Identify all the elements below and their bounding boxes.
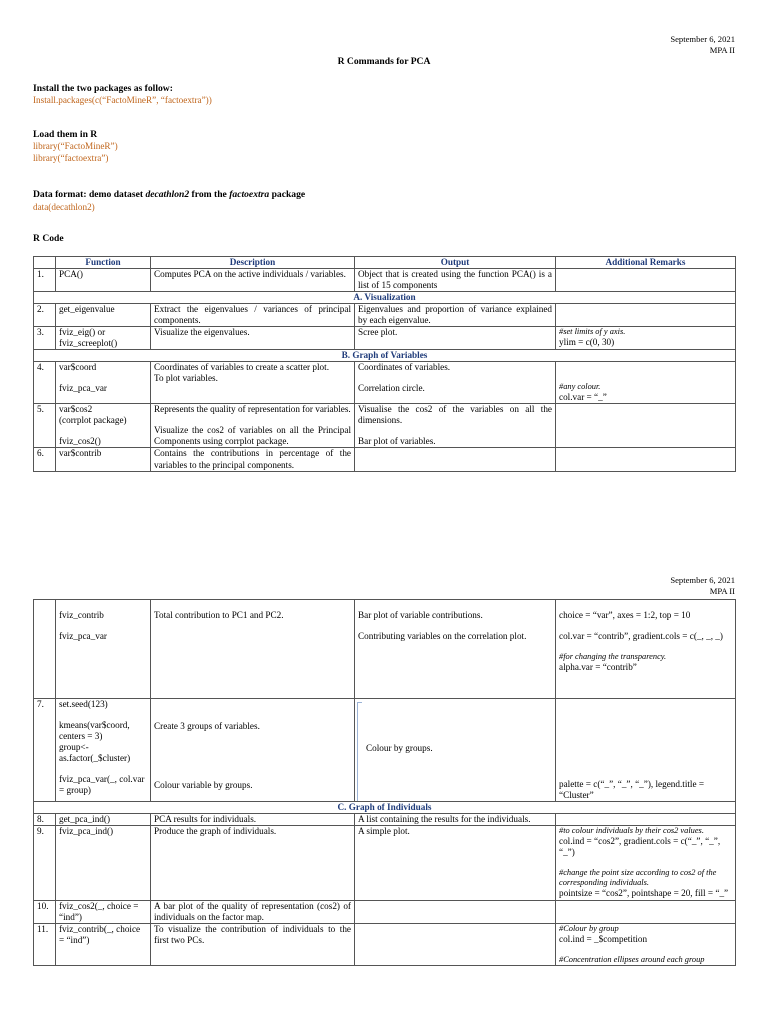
row-remarks [556,404,736,448]
remark-comment: #for changing the transparency. [559,652,667,662]
row-description [151,362,355,404]
header-course: MPA II [709,44,735,55]
row-num: 3. [34,327,56,350]
row-description: PCA results for individuals. [151,814,355,826]
output-line: Visualise the cos2 of the variables on all the dimensions. [358,404,552,426]
output-line: Contributing variables on the correlation plot. [358,631,527,642]
row-description: Extract the eigenvalues / variances of principal components. [151,304,355,327]
row-description [151,699,355,802]
row-output: A simple plot. [355,826,556,900]
data-heading-dataset: decathlon2 [145,189,190,200]
page-title: R Commands for PCA [337,56,431,67]
row-function: var$contrib [56,448,151,471]
row-output: Eigenvalues and proportion of variance explained by each eigenvalue. [355,304,556,327]
row-output: A list containing the results for the individuals. [355,814,556,826]
row-description: To visualize the contribution of individuals to the first two PCs. [151,923,355,965]
remark-code: col.ind = “cos2”, gradient.cols = c(“_”, “_”, “_”) [559,836,721,858]
row-output [355,923,556,965]
group-brace [357,702,362,802]
row-function: get_pca_ind() [56,814,151,826]
row-function [56,699,151,802]
output-line: Colour by groups. [366,743,433,754]
row-num: 8. [34,814,56,826]
description-line: To plot variables. [154,373,218,384]
row-num: 6. [34,448,56,471]
rcode-heading: R Code [33,233,64,244]
row-remarks [556,900,736,923]
section-b-heading: B. Graph of Variables [34,350,736,362]
row-description [151,404,355,448]
header-function: Function [56,257,151,269]
table-row [34,923,736,965]
row-function: PCA() [56,269,151,292]
remark-comment: #Concentration ellipses around each group [559,954,705,964]
install-heading: Install the two packages as follow: [33,83,173,94]
data-heading-text: Data format: demo dataset [33,189,146,200]
data-heading [33,189,305,201]
remark-code: col.ind = _$competition [559,933,648,944]
load-code-line: library(“factoextra”) [33,152,109,163]
description-line: Create 3 groups of variables. [154,721,260,732]
function-line: group<- as.factor(_$cluster) [59,742,131,764]
function-line: var$cos2 [59,404,93,415]
row-num: 7. [34,699,56,802]
row-num: 9. [34,826,56,900]
remark-code: col.var = “contrib”, gradient.cols = c(_, _, _) [559,631,723,642]
function-line: fviz_contrib [59,610,104,620]
function-line: fviz_screeplot() [59,338,118,349]
load-code-line: library(“FactoMineR”) [33,141,118,151]
row-num: 5. [34,404,56,448]
row-function [56,404,151,448]
remark-code: pointsize = “cos2”, pointshape = 20, fill = “_” [559,888,729,899]
function-line: (corrplot package) [59,415,127,426]
row-remarks [556,269,736,292]
page2-header [670,575,735,596]
row-output [355,404,556,448]
row-function: fviz_pca_ind() [56,826,151,900]
description-line: Visualize the cos2 of variables on all the Principal Components using corrplot package. [154,425,351,447]
table-row [34,814,736,826]
row-remarks [556,600,736,699]
table-row [34,900,736,923]
header-remarks: Additional Remarks [556,257,736,269]
row-description: Produce the graph of individuals. [151,826,355,900]
function-line: fviz_pca_var(_, col.var = group) [59,774,145,796]
function-line: var$coord [59,362,97,373]
data-heading-text: package [269,189,306,200]
remark-comment: #Colour by group [559,923,619,933]
row-num: 11. [34,923,56,965]
row-function [56,362,151,404]
remark-code: alpha.var = “contrib” [559,662,637,673]
output-line: Bar plot of variable contributions. [358,610,483,620]
table-row [34,600,736,699]
description-line: Total contribution to PC1 and PC2. [154,610,284,620]
row-function [56,327,151,350]
table-row [34,304,736,327]
remark-comment: #set limits of y axis. [559,327,626,337]
header-course: MPA II [709,585,735,596]
page1-header [670,34,735,55]
output-line: Bar plot of variables. [358,436,436,447]
header-description: Description [151,257,355,269]
section-c-heading: C. Graph of Individuals [34,802,736,814]
row-remarks [556,448,736,471]
description-line: Coordinates of variables to create a scatter plot. [154,362,330,373]
output-line: Correlation circle. [358,383,425,394]
row-num [34,600,56,699]
row-remarks [556,699,736,802]
function-line: fviz_eig() or [59,327,106,338]
function-line: fviz_pca_var [59,383,107,394]
remark-code: col.var = “_” [559,392,607,403]
row-output [355,699,556,802]
row-function: fviz_contrib(_, choice = “ind”) [56,923,151,965]
row-remarks [556,923,736,965]
row-remarks [556,327,736,350]
data-heading-package: factoextra [229,189,270,200]
row-function: fviz_cos2(_, choice = “ind”) [56,900,151,923]
row-output: Scree plot. [355,327,556,350]
load-code [33,141,118,165]
row-function [56,600,151,699]
table-row [34,826,736,900]
remark-code: palette = c(“_”, “_”, “_”), legend.title = “Cluster” [559,779,705,801]
row-description: Computes PCA on the active individuals / variables. [151,269,355,292]
row-remarks [556,362,736,404]
section-a-heading: A. Visualization [34,292,736,304]
row-description: A bar plot of the quality of representation (cos2) of individuals on the factor map. [151,900,355,923]
row-description [151,600,355,699]
table-row [34,448,736,471]
output-line: Coordinates of variables. [358,362,451,373]
row-num: 2. [34,304,56,327]
row-remarks [556,814,736,826]
header-date: September 6, 2021 [670,34,735,44]
row-function: get_eigenvalue [56,304,151,327]
function-line: set.seed(123) [59,699,108,710]
row-output [355,448,556,471]
table-row [34,362,736,404]
description-line: Colour variable by groups. [154,780,253,791]
remark-comment: #to colour individuals by their cos2 values. [559,826,704,836]
remark-code: ylim = c(0, 30) [559,337,615,348]
table-row [34,269,736,292]
header-output: Output [355,257,556,269]
table-row [34,327,736,350]
remark-comment: #any colour. [559,382,601,392]
row-description: Visualize the eigenvalues. [151,327,355,350]
function-line: fviz_cos2() [59,436,101,447]
function-line: fviz_pca_var [59,631,107,642]
data-heading-text: from the [189,189,230,200]
data-code: data(decathlon2) [33,202,95,212]
table-row [34,404,736,448]
row-num: 10. [34,900,56,923]
table-row [34,699,736,802]
commands-table-page2 [33,599,736,966]
remark-comment: #change the point size according to cos2 of the corresponding individuals. [559,868,717,888]
row-num: 4. [34,362,56,404]
header-date: September 6, 2021 [670,575,735,585]
remark-code: choice = “var”, axes = 1:2, top = 10 [559,610,691,620]
function-line: kmeans(var$coord, centers = 3) [59,720,130,742]
header-num [34,257,56,269]
row-remarks [556,304,736,327]
row-num: 1. [34,269,56,292]
row-description: Contains the contributions in percentage of the variables to the principal components. [151,448,355,471]
load-heading: Load them in R [33,129,98,140]
row-output [355,900,556,923]
table-header-row [34,257,736,269]
row-output: Object that is created using the function PCA() is a list of 15 components [355,269,556,292]
row-output [355,362,556,404]
commands-table-page1 [33,256,736,472]
description-line: Represents the quality of representation for variables. [154,404,351,415]
row-remarks [556,826,736,900]
row-output [355,600,556,699]
install-code: Install.packages(c(“FactoMineR”, “factoextra”)) [33,95,212,105]
